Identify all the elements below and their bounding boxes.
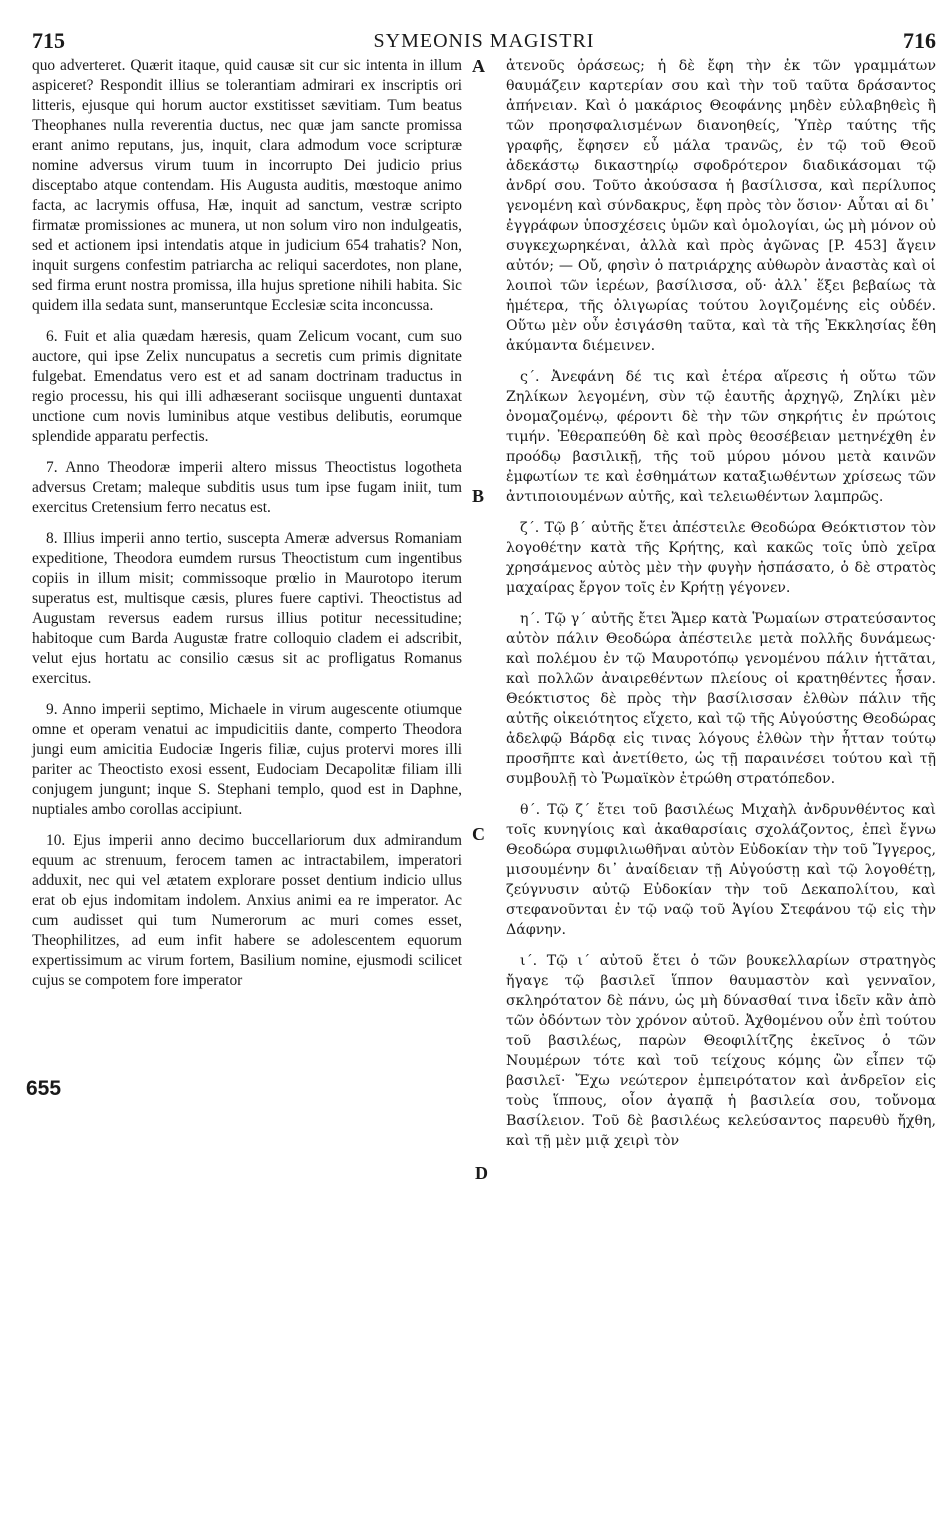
latin-paragraph-7: 7. Anno Theodoræ imperii altero missus Theoctistus logotheta adversus Cretam; maleque subditis usus tum ipse fugam iniit, tum exercitus Cretensium ferro necatus est. [32, 459, 462, 516]
latin-paragraph-9: 9. Anno imperii septimo, Michaele in virum augescente otiumque omne et operam venatui ac impudicitiis dante, comperto Theodora jungi eum amicitia Eudociæ Ingeris filiæ, cujus protervi mores illi pariter ac Theoctisto exosi essent, Eudociam Decapolitæ filiam illi conjugem jungunt; inque S. Stephani templo, quod est in Daphne, nuptiales ambo corollas accipiunt. [32, 701, 462, 818]
greek-column [506, 56, 936, 1162]
latin-paragraph-10: 10. Ejus imperii anno decimo buccellariorum dux admirandum equum ac strenuum, ferocem tamen ac intractabilem, imperatori adduxit, nec qui vel ætatem explorare posset dentium indicio ullus erat ob ejus indomitam indolem. Anxius animi ea re imperator. Ac cum audisset qui tum Numerorum ac muri comes esset, Theophilitzes, ad eum infit habere se adolescentem equorum expertissimum ac virum fortem, Basilium nomine, ejusmodi scilicet cujus se compotem fore imperator [32, 832, 462, 989]
text-columns [26, 56, 936, 1183]
latin-paragraph-6: 6. Fuit et alia quædam hæresis, quam Zelicum vocant, cum suo auctore, qui ipse Zelix nuncupatus a secretis cum primis dignitate fulgebat. Emendatus vero est et ad sanam doctrinam traductus in regio processu, his qui illi adhæserant sociisque unguenti duntaxat unctione cum novis luminibus atque vestibus delibutis, eorumque splendide apparatu perfectis. [32, 328, 462, 445]
greek-paragraph-6: ς΄. Ἀνεφάνη δέ τις καὶ ἑτέρα αἵρεσις ἡ οὕτω τῶν Ζηλίκων λεγομένη, σὺν τῷ ἑαυτῆς ἀρχηγῷ, Ζηλίκι μὲν ὀνομαζομένῳ, φέροντι δὲ τὴν τῶν σηκρήτις ἐν πρώτοις τιμήν. Ἐθεραπεύθη δὲ καὶ πρὸς θεοσέβειαν μετηνέχθη ἐν προόδῳ βασιλικῇ, τῆς τοῦ μύρου μόνου μετὰ καινῶν ἐμφωτίων τε καὶ ἐσθημάτων καταξιωθέντων χρίσεως τῶν ἀντιποιουμένων αὐτῆς, καὶ τελειωθέντων λαμπρῶς. [506, 369, 936, 505]
page-number-left: 715 [32, 28, 65, 53]
running-title: SYMEONIS MAGISTRI [373, 30, 595, 52]
margin-letter-b: B [472, 486, 485, 506]
margin-page-number: 655 [26, 1077, 62, 1100]
latin-paragraph-continuation: quo adverteret. Quærit itaque, quid causæ sit cur sic intenta in illum aspiceret? Respondit illius se tolerantiam admirari ex inscriptis ori litteris, ejusque qui horum auctor exstitisset sævitiam. Tum beatus Theophanes nulla reverentia ductus, nec quæ jam sancte promissa erant animo reputans, jus, inquit, clara admodum voce scripturæ nomine adversus virum tuum in incorrupto Dei judicio prius disceptabo atque contendam. His Augusta auditis, mœstoque animo facta, ac lacrymis offusa, Hæ, inquit ad sanctum, vestræ scripto firmatæ promissiones ac munera, ut non solum viro non indulgeatis, sed et actionem ipsi intendatis atque in judicium 654 trahatis? Non, inquit surgens confestim patriarcha ac reliqui sacerdotes, non plane, sed firma erunt nostra promissa, illa hujus spretione nihili habita. Sic quidem illa sedata sunt, manseruntque Ecclesiæ scita inconcussa. [32, 57, 462, 314]
greek-paragraph-continuation: ἀτενοῦς ὁράσεως; ἡ δὲ ἔφη τὴν ἐκ τῶν γραμμάτων θαυμάζειν καρτερίαν σου καὶ τὴν τοῦ ταῦτα δράσαντος ἀπήνειαν. Καὶ ὁ μακάριος Θεοφάνης μηδὲν εὐλαβηθεὶς ἢ τῶν προησφαλισμένων διανοηθείς, Ὑπὲρ ταύτης τῆς γραφῆς, ἔφησεν εὖ μάλα τρανῶς, ἐν τῷ τοῦ Θεοῦ ἀδεκάστῳ δικαστηρίῳ σφοδρότερον διαδικάσομαι τῷ ἀνδρί σου. Τοῦτο ἀκούσασα ἡ βασίλισσα, καὶ περίλυπος γενομένη καὶ σύνδακρυς, ἔφη πρὸς τὸν ὅσιον· Αὗται αἱ δι᾽ ἐγγράφων ὑποσχέσεις ὑμῶν καὶ ὁμολογίαι, ὡς μὴ μόνον οὐ συγκεχωρηκέναι, ἀλλὰ καὶ πρὸς ἀγῶνας [P. 453] ἄγειν αὐτόν; — Οὔ, φησὶν ὁ πατριάρχης αὐθωρὸν ἀναστὰς καὶ οἱ λοιποὶ τῶν ἱερέων, βασίλισσα, οὔ· ἀλλ᾽ ἕξει βεβαίως τὰ ἡμέτερα, τῆς ὀλιγωρίας τούτου λογιζομένης εἰς οὐδέν. Οὕτω μὲν οὖν ἐσιγάσθη ταῦτα, καὶ τὰ τῆς Ἐκκλησίας ἔθη ἀκύμαντα διέμεινεν. [506, 58, 936, 354]
latin-paragraph-8: 8. Illius imperii anno tertio, suscepta Ameræ adversus Romaniam expeditione, Theodora eumdem rursus Theoctistum cum ingentibus copiis in illum misit; commissoque prœlio in Maurotopo iterum superatus est, multisque cæsis, plures fuere captivi. Theoctistus ad Augustam reversus eadem rursus illius potitur necessitudine; habitoque cum Barda Augustæ fratre colloquio cladem ei adscribit, velut ejus hortatu ac consilio cæsus sit ac profligatus Romanus exercitus. [32, 530, 462, 687]
latin-column [32, 56, 462, 1162]
margin-letter-a: A [472, 56, 485, 76]
page-header [32, 16, 936, 56]
margin-letter-c: C [472, 824, 485, 844]
greek-paragraph-7: ζ΄. Τῷ β΄ αὐτῆς ἔτει ἀπέστειλε Θεοδώρα Θεόκτιστον τὸν λογοθέτην κατὰ τῆς Κρήτης, καὶ κακῶς τοῖς ὑπὸ χεῖρα χρησάμενος αὐτὸς μὲν τὴν φυγὴν ἠσπάσατο, ὁ δὲ στρατὸς μαχαίρας ἔργον τοῖς ἐν Κρήτῃ γέγονεν. [506, 520, 936, 596]
page-number-right: 716 [903, 28, 936, 53]
greek-paragraph-9: θ΄. Τῷ ζ΄ ἔτει τοῦ βασιλέως Μιχαὴλ ἀνδρυνθέντος καὶ τοῖς κυνηγίοις καὶ ἀκαθαρσίαις σχολάζοντος, ἐπεὶ ἔγνω Θεοδώρα συμφιλιωθῆναι αὐτὸν Εὐδοκίαν τὴν τοῦ Ἴγγερος, μισουμένην δι᾽ ἀναίδειαν τῇ Αὐγούστῃ καὶ τῷ λογοθέτῃ, ζεύγνυσιν αὐτῷ Εὐδοκίαν τὴν τοῦ Δεκαπολίτου, καὶ στεφανοῦνται ἐν τῷ ναῷ τοῦ Ἁγίου Στεφάνου τῷ εἰς τὴν Δάφνην. [506, 802, 936, 938]
margin-letter-d: D [475, 1163, 488, 1183]
greek-paragraph-10: ι΄. Τῷ ι΄ αὐτοῦ ἔτει ὁ τῶν βουκελλαρίων στρατηγὸς ἤγαγε τῷ βασιλεῖ ἵππον θαυμαστὸν καὶ γενναῖον, σκληρότατον δὲ πάνυ, ὡς μὴ δύνασθαί τινα ἰδεῖν κἂν ἀπὸ τῶν ὀδόντων τὸν χρόνον αὐτοῦ. Ἀχθομένου οὖν ἐπὶ τούτου τοῦ βασιλέως, παρὼν Θεοφιλίτζης ἐκεῖνος ὁ τῶν Νουμέρων τότε καὶ τοῦ τείχους κόμης ὢν εἶπεν τῷ βασιλεῖ· Ἔχω νεώτερον ἐμπειρότατον καὶ ἀνδρεῖον εἰς τοὺς ἵππους, οἷον ἀγαπᾷ ἡ βασιλεία σου, τοὔνομα Βασίλειον. Τοῦ δὲ βασιλέως κελεύσαντος παρευθὺ ἤχθη, καὶ τῇ μὲν μιᾷ χειρὶ τὸν [506, 953, 936, 1149]
greek-paragraph-8: η΄. Τῷ γ΄ αὐτῆς ἔτει Ἄμερ κατὰ Ῥωμαίων στρατεύσαντος αὐτὸν πάλιν Θεοδώρα ἀπέστειλε μετὰ πολλῆς δυνάμεως· καὶ πολέμου ἐν τῷ Μαυροτόπῳ γενομένου πάλιν ἡττᾶται, καὶ πολλῶν ἀναιρεθέντων πλείους οἱ κρατηθέντες ἦσαν. Θεόκτιστος δὲ πρὸς τὴν βασίλισσαν ἐλθὼν πάλιν τῆς αὐτῆς οἰκειότητος εἴχετο, καὶ τῷ τῆς Αὐγούστης Θεοδώρας ἀδελφῷ Βάρδᾳ εἰς τινας λόγους ἐλθὼν τὴν ἧτταν τούτῳ προσῆπτε καὶ ἀνετίθετο, ὡς τῇ παραινέσει τούτου καὶ τῇ συμβουλῇ τὸ Ῥωμαϊκὸν ἐτρώθη στρατόπεδον. [506, 611, 936, 787]
